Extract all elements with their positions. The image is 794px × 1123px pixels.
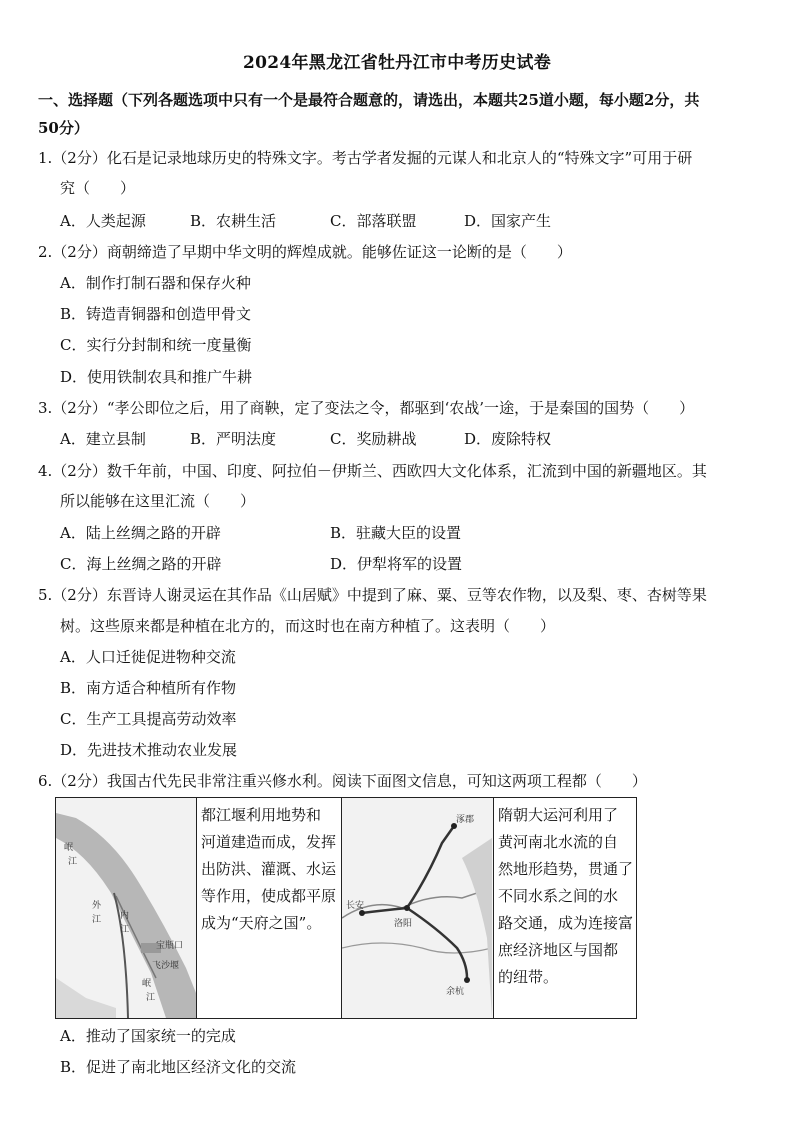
question-2-option-b[interactable]: B．铸造青铜器和创造甲骨文 [60, 305, 252, 323]
dujiangyan-text-line: 都江堰利用地势和 [201, 806, 322, 824]
question-4-stem-cont: 所以能够在这里汇流（ ） [60, 492, 256, 510]
section-heading: 一、选择题（下列各题选项中只有一个是最符合题意的，请选出，本题共25道小题，每小题2分，共 [38, 91, 700, 109]
question-5-option-d[interactable]: D．先进技术推动农业发展 [60, 741, 238, 759]
question-5-option-b[interactable]: B．南方适合种植所有作物 [60, 679, 237, 697]
map2-label-yuhang: 余杭 [446, 987, 465, 997]
map1-label-jiang: 江 [68, 857, 78, 867]
page-title: 2024年黑龙江省牡丹江市中考历史试卷 [242, 53, 551, 73]
grand-canal-map [341, 798, 493, 1018]
dujiangyan-text-line: 出防洪、灌溉、水运 [201, 860, 337, 878]
question-1-option-d[interactable]: D．国家产生 [464, 212, 552, 230]
map1-label-wai: 外 [92, 901, 102, 911]
dujiangyan-description [196, 798, 341, 1018]
question-4-options-row2 [60, 554, 760, 574]
question-3-option-a[interactable]: A．建立县制 [60, 430, 146, 448]
dujiangyan-text-line: 河道建造而成，发挥 [201, 833, 337, 851]
map2-label-zhuojun: 涿郡 [456, 815, 475, 825]
question-2-option-a[interactable]: A．制作打制石器和保存火种 [60, 274, 251, 292]
question-2-stem: 2.（2分）商朝缔造了早期中华文明的辉煌成就。能够佐证这一论断的是（ ） [38, 243, 572, 261]
section-heading-cont: 50分） [38, 119, 89, 137]
question-4-stem: 4.（2分）数千年前，中国、印度、阿拉伯－伊斯兰、西欧四大文化体系，汇流到中国的新疆地区。其 [38, 462, 707, 480]
map1-label-nei-jiang: 江 [120, 925, 130, 935]
map1-label-baopingkou: 宝瓶口 [156, 941, 184, 951]
question-1-option-a[interactable]: A．人类起源 [60, 212, 146, 230]
question-4-option-b[interactable]: B．驻藏大臣的设置 [330, 524, 462, 542]
canal-text-line: 路交通，成为连接富 [498, 914, 634, 932]
question-4-option-a[interactable]: A．陆上丝绸之路的开辟 [60, 524, 221, 542]
question-5-stem: 5.（2分）东晋诗人谢灵运在其作品《山居赋》中提到了麻、粟、豆等农作物，以及梨、枣、杏树等果 [38, 586, 707, 604]
question-1-stem: 1.（2分）化石是记录地球历史的特殊文字。考古学者发掘的元谋人和北京人的“特殊文字”可用于研 [38, 149, 693, 167]
question-1-option-b[interactable]: B．农耕生活 [190, 212, 277, 230]
question-1-option-c[interactable]: C．部落联盟 [330, 212, 417, 230]
question-6-option-b[interactable]: B．促进了南北地区经济文化的交流 [60, 1058, 297, 1076]
grand-canal-description [493, 798, 638, 1018]
question-3-options [60, 429, 760, 449]
question-4-options-row1 [60, 523, 760, 543]
question-6-option-a[interactable]: A．推动了国家统一的完成 [60, 1027, 236, 1045]
canal-text-line: 黄河南北水流的自 [498, 833, 619, 851]
canal-text-line: 然地形趋势，贯通了 [498, 860, 634, 878]
question-3-stem: 3.（2分）“孝公即位之后，用了商鞅，定了变法之令，都驱到‘农战’一途，于是秦国的国势（ ） [38, 399, 695, 417]
dujiangyan-text-line: 等作用，使成都平原 [201, 887, 337, 905]
question-3-option-b[interactable]: B．严明法度 [190, 430, 277, 448]
question-1-stem-cont: 究（ ） [60, 179, 136, 197]
canal-text-line: 的纽带。 [498, 968, 559, 986]
map1-label-min-2: 岷 [142, 979, 152, 989]
dujiangyan-map [56, 798, 196, 1018]
question-3-option-c[interactable]: C．奖励耕战 [330, 430, 417, 448]
question-4-option-c[interactable]: C．海上丝绸之路的开辟 [60, 555, 222, 573]
canal-text-line: 隋朝大运河利用了 [498, 806, 619, 824]
question-2-option-d[interactable]: D．使用铁制农具和推广牛耕 [60, 368, 253, 386]
map2-label-luoyang: 洛阳 [394, 919, 413, 929]
map1-label-feishayan: 飞沙堰 [152, 961, 180, 971]
dujiangyan-text-line: 成为“天府之国”。 [201, 914, 322, 932]
question-6-figure-table [55, 797, 637, 1019]
map1-label-jiang-2: 江 [146, 993, 156, 1003]
question-4-option-d[interactable]: D．伊犁将军的设置 [330, 555, 463, 573]
canal-text-line: 庶经济地区与国都 [498, 941, 619, 959]
question-2-option-c[interactable]: C．实行分封制和统一度量衡 [60, 336, 252, 354]
map2-label-changan: 长安 [346, 901, 365, 911]
map1-label-wai-jiang: 江 [92, 915, 102, 925]
question-6-stem: 6.（2分）我国古代先民非常注重兴修水利。阅读下面图文信息，可知这两项工程都（ ） [38, 772, 647, 790]
map1-label-min: 岷 [64, 843, 74, 853]
question-5-option-c[interactable]: C．生产工具提高劳动效率 [60, 710, 237, 728]
question-5-option-a[interactable]: A．人口迁徙促进物种交流 [60, 648, 236, 666]
grand-canal-map-graphic [342, 798, 492, 1018]
question-5-stem-cont: 树。这些原来都是种植在北方的，而这时也在南方种植了。这表明（ ） [60, 617, 556, 635]
map1-label-nei: 内 [120, 911, 130, 921]
question-3-option-d[interactable]: D．废除特权 [464, 430, 552, 448]
question-1-options [60, 211, 760, 231]
canal-text-line: 不同水系之间的水 [498, 887, 619, 905]
